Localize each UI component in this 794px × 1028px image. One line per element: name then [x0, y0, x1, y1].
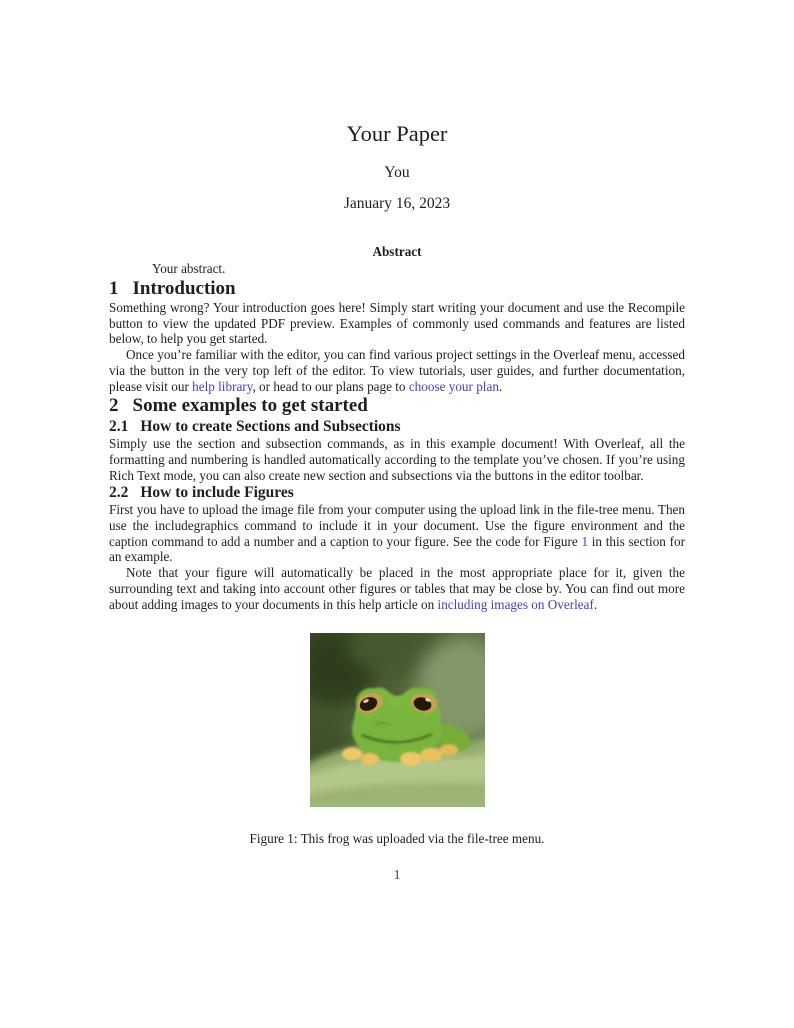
section-1-paragraph-1: Something wrong? Your introduction goes here! Simply start writing your document and use the Recompile button to view the updated PDF preview. Examples of commonly used commands and features are listed below, to help you get started.	[109, 300, 685, 347]
subsection-2-2-paragraph-2	[109, 565, 685, 612]
subsection-2-2-heading	[109, 483, 685, 502]
section-2-title: Some examples to get started	[132, 395, 368, 417]
paragraph-text: in this section for an example.	[109, 533, 685, 565]
subsection-2-2-number: 2.2	[109, 484, 129, 502]
figure-1	[109, 633, 685, 847]
paragraph-text: , or head to our plans page to	[252, 378, 409, 394]
subsection-2-1-number: 2.1	[109, 418, 129, 436]
subsection-2-1-heading	[109, 417, 685, 436]
figure-1-reference-link[interactable]: 1	[581, 533, 589, 549]
section-2-heading	[109, 394, 685, 417]
paragraph-text: Note that your figure will automatically be placed in the most appropriate place for it, given the surrounding text and taking into account other figures or tables that may be close by. You can find out more about adding images to your documents in this help article on	[109, 565, 685, 612]
subsection-2-2-paragraph-1	[109, 502, 685, 565]
subsection-2-1-title: How to create Sections and Subsections	[140, 418, 401, 436]
paragraph-text: Once you’re familiar with the editor, you can find various project settings in the Overleaf menu, accessed via the button in the very top left of the editor. To view tutorials, user guides, and further documentation, please visit our	[109, 347, 685, 394]
section-1-paragraph-2	[109, 347, 685, 394]
subsection-2-1-paragraph-1: Simply use the section and subsection commands, as in this example document! With Overleaf, all the formatting and numbering is handled automatically according to the template you’ve chosen. If you’re using Rich Text mode, you can also create new section and subsections via the buttons in the editor toolbar.	[109, 436, 685, 483]
figure-1-caption: Figure 1: This frog was uploaded via the file-tree menu.	[249, 831, 545, 847]
abstract-text: Your abstract.	[152, 261, 226, 276]
frog-image	[310, 633, 485, 807]
section-1-heading	[109, 277, 685, 300]
subsection-2-2-title: How to include Figures	[140, 484, 294, 502]
paper-author: You	[384, 164, 410, 181]
section-2-number: 2	[109, 395, 119, 417]
page-number: 1	[393, 867, 401, 883]
abstract-heading: Abstract	[372, 244, 422, 259]
paper-date: January 16, 2023	[343, 195, 451, 212]
paragraph-text: First you have to upload the image file from your computer using the upload link in the file-tree menu. Then use the includegraphics command to include it in your document. Use the figure environment and the caption command to add a number and a caption to your figure. See the code for Figure	[109, 502, 685, 549]
paper-title: Your Paper	[346, 121, 448, 146]
choose-your-plan-link[interactable]: choose your plan	[408, 378, 499, 394]
paper-content	[109, 0, 685, 883]
including-images-link[interactable]: including images on Overleaf	[437, 596, 594, 612]
paragraph-text: .	[498, 378, 503, 394]
section-1-number: 1	[109, 278, 119, 299]
help-library-link[interactable]: help library	[192, 378, 253, 394]
section-1-title: Introduction	[132, 278, 236, 299]
paragraph-text: .	[593, 596, 598, 612]
